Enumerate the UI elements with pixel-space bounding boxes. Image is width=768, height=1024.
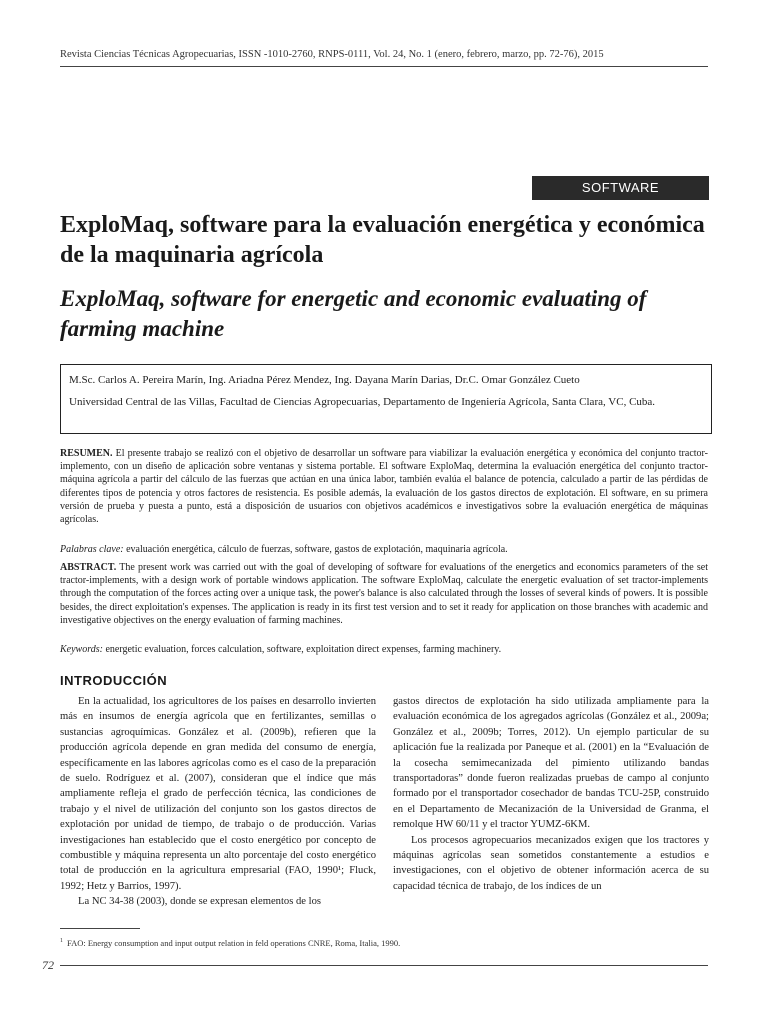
left-paragraph-2: La NC 34-38 (2003), donde se expresan elementos de los [78,896,322,908]
resumen-text: El presente trabajo se realizó con el objetivo de desarrollar un software para viabilizar la evaluación energética y económica del conjunto tractor-implemento, con un diseño de aplicación sobre ventanas y sistema portable. El software ExploMaq, determina la evaluación energética del conjunto tractor-máquina agrícola a partir del cálculo de las fuerzas que actúan en una única labor, también evalúa el balance de potencia, calculado a partir de las pérdidas de diferentes tipos de potencia y otros factores de resistencia. Es posible además, la evaluación de los gastos directos de explotación. El software, en su primera versión de prueba y puesta a punto, está a disposición de usuarios con objetivos académicos e investigativos sobre la evaluación energética de máquinas agrícolas. [60,448,708,526]
footnote-mark: 1 [60,938,63,945]
right-paragraph-1: gastos directos de explotación ha sido utilizada ampliamente para la evaluación económica de los agregados agrícolas (González et al., 2009a; González et al., 2009b; Torres, 2012). Un ejemplo particular de su aplicación fue la realizada por Paneque et al. (2001) en la “Evaluación de la cosecha semimecanizada del pimiento utilizando bandas transportadoras” donde fueron realizadas pruebas de campo al conjunto formado por el transportador cosechador de bandas TCU-25P, construido en el Departamento de Mecanización de la Universidad de Granma, el remolque HW 60/11 y el tractor YUMZ-6KM. [393,696,709,831]
palabras-clave-text: evaluación energética, cálculo de fuerzas, software, gastos de explotación, maquinaria agrícola. [123,544,508,555]
title-english: ExploMaq, software for energetic and economic evaluating of farming machine [60,286,647,341]
section-tag: SOFTWARE [532,176,709,200]
page-number: 72 [42,958,54,972]
keywords [60,643,708,656]
keywords-text: energetic evaluation, forces calculation, software, exploitation direct expenses, farming machinery. [102,644,502,655]
right-paragraph-2: Los procesos agropecuarios mecanizados exigen que los tractores y máquinas agrícolas sean sometidos constantemente a estudios e investigaciones, con el objetivo de obtener información acerca de su capacidad técnica de trabajo, de los índices de un [393,834,709,892]
header-rule [60,66,708,67]
left-column [60,694,376,910]
section-heading-introduccion: INTRODUCCIÓN [60,673,168,688]
resumen-label: RESUMEN. [60,448,113,459]
bottom-rule [60,965,708,966]
palabras-clave [60,543,708,556]
affiliation: Universidad Central de las Villas, Facultad de Ciencias Agropecuarias, Departamento de Ingeniería Agrícola, Santa Clara, VC, Cuba. [69,396,656,408]
footnote-text: FAO: Energy consumption and input output relation in feld operations CNRE, Roma, Italia, 1990. [67,938,401,948]
keywords-label: Keywords: [60,644,103,655]
resumen [60,447,708,526]
palabras-clave-label: Palabras clave: [60,544,124,555]
right-column [393,694,709,894]
footnote-rule [60,928,140,929]
authors: M.Sc. Carlos A. Pereira Marín, Ing. Ariadna Pérez Mendez, Ing. Dayana Marín Darias, Dr.C. Omar González Cueto [69,374,580,386]
title-spanish: ExploMaq, software para la evaluación energética y económica de la maquinaria agrícola [60,212,705,268]
abstract-text: The present work was carried out with the goal of developing of software for evaluations of the energetics and economics parameters of the set tractor-implements, with a design work of portable windows application. The software ExploMaq, calculate the energetic evaluation of set tractor-implements through the computation of the forces acting over a unique task, the power's balance is also calculated through the losses of several kinds of powers. It is possible besides, the direct exploitation's expenses. The application is ready in its first test version and to set it ready for application on those branches with academic and investigative objectives on the energy evaluation of farming machines. [60,562,708,626]
footnote [60,938,400,948]
abstract-label: ABSTRACT. [60,562,117,573]
abstract [60,561,708,627]
author-box [60,364,712,434]
journal-header: Revista Ciencias Técnicas Agropecuarias, ISSN -1010-2760, RNPS-0111, Vol. 24, No. 1 (enero, febrero, marzo, pp. 72-76), 2015 [60,49,604,60]
left-paragraph-1: En la actualidad, los agricultores de los países en desarrollo invierten más en insumos de energía agrícola que en fertilizantes, semillas o sustancias agroquímicas. González et al. (2009b), refieren que la producción agrícola depende en gran medida del consumo de energía, específicamente en las labores agrícolas como es el caso de la preparación de suelo. Rodríguez et al. (2007), consideran que el índice que más ampliamente refleja el grado de perfección técnica, las condiciones de trabajo y el nivel de utilización del conjunto son los gastos directos de explotación por unidad de tiempo, de trabajo o de producción. Varias investigaciones han establecido que el costo energético por concepto de combustible y máquina representa un alto porcentaje del costo energético total de producción en la agricultura empresarial (FAO, 1990¹; Fluck, 1992; Hetz y Barrios, 1997). [60,696,376,892]
